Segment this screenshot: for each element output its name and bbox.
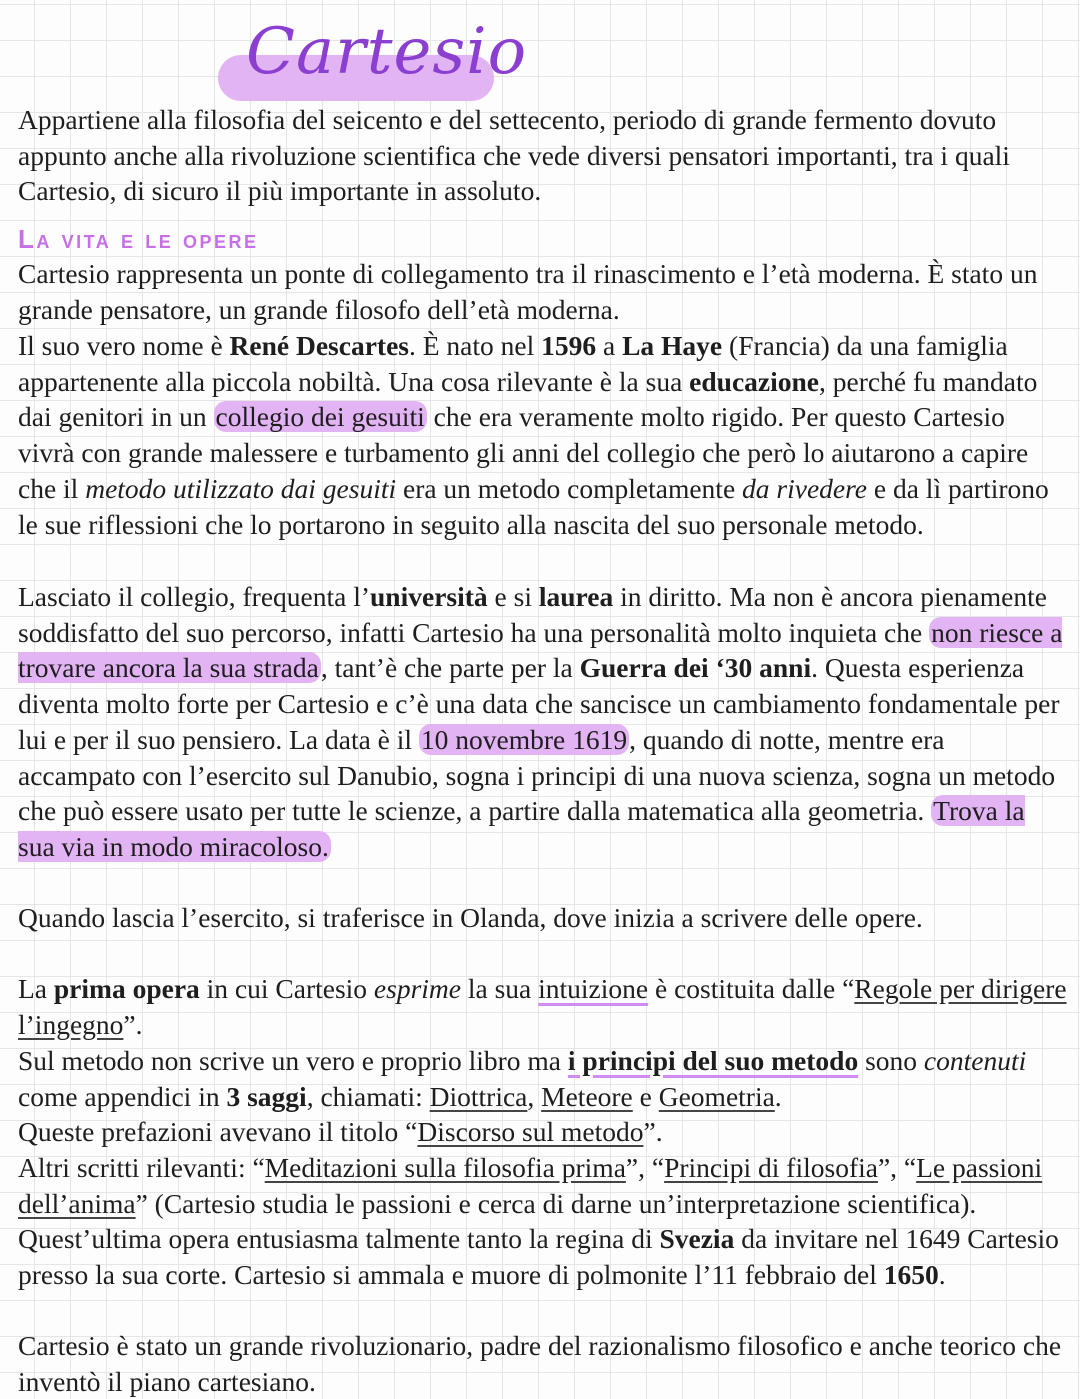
- principles-title: Principi di filosofia: [664, 1152, 878, 1183]
- contained: contenuti: [923, 1045, 1027, 1076]
- to-review: da rivedere: [742, 472, 868, 504]
- meditations-title: Meditazioni sulla filosofia prima: [264, 1152, 626, 1183]
- life-paragraph-1: Cartesio rappresenta un ponte di collegamento tra il rinascimento e l’età moderna. È stato un grande pensatore, un grande filosofo dell’età moderna.: [18, 258, 1038, 325]
- university-term: università: [370, 581, 488, 612]
- highlight-college: collegio dei gesuiti: [215, 401, 425, 433]
- rules-title: Regole per dirigere l’ingegno: [18, 973, 1067, 1040]
- highlight-miracle: Trova la sua via in modo miracoloso.: [18, 795, 1025, 862]
- first-work: prima opera: [53, 973, 200, 1004]
- jesuit-method: metodo utilizzato dai gesuiti: [85, 472, 397, 504]
- degree-term: laurea: [538, 581, 614, 612]
- life-paragraph-4: Quando lascia l’esercito, si traferisce in Olanda, dove inizia a scrivere delle opere.: [18, 902, 923, 933]
- essay-dioptrics: Diottrica: [429, 1080, 528, 1112]
- works-paragraph-4: Altri scritti rilevanti: “Meditazioni sulla filosofia prima”, “Principi di filosofia”, “Le passioni dell’anima” (Cartesio studia le passioni e cerca di darne un’interpretazione scientifica). Quest’ultima opera entusiasma talmente tanto la regina di Svezia da invitare nel 1649 Cartesio presso la sua corte. Cartesio si ammala e muore di polmonite l’11 febbraio del 1650.: [18, 1152, 1059, 1291]
- expresses: esprime: [373, 973, 461, 1004]
- birth-year: 1596: [541, 330, 597, 361]
- section-heading: La vita e le opere: [18, 224, 259, 254]
- life-paragraph-2: Il suo vero nome è René Descartes. È nato nel 1596 a La Haye (Francia) da una famiglia appartenente alla piccola nobiltà. Una cosa rilevante è la sua educazione, perché fu mandato dai genitori in un collegio dei gesuiti che era veramente molto rigido. Per questo Cartesio vivrà con grande malessere e turbamento gli anni del collegio che però lo aiutarono a capire che il metodo utilizzato dai gesuiti era un metodo completamente da rivedere e da lì partirono le sue riflessioni che lo portarono in seguito alla nascita del suo personale metodo.: [18, 330, 1049, 540]
- works-paragraph-2: Sul metodo non scrive un vero e proprio libro ma i principi del suo metodo sono contenuti come appendici in 3 saggi, chiamati: Diottrica, Meteore e Geometria.: [18, 1045, 1027, 1112]
- highlight-restless: non riesce a trovare ancora la sua strada: [18, 616, 1063, 684]
- sweden: Svezia: [659, 1223, 735, 1255]
- thirty-years-war: Guerra dei ‘30 anni: [579, 652, 812, 684]
- real-name: René Descartes: [229, 330, 409, 361]
- page-title: Cartesio: [246, 15, 528, 89]
- three-essays: 3 saggi: [226, 1080, 307, 1112]
- death-year: 1650: [883, 1259, 939, 1291]
- passions-title: Le passioni dell’anima: [18, 1152, 1043, 1219]
- education-term: educazione: [689, 365, 820, 397]
- discourse-title: Discorso sul metodo: [417, 1116, 644, 1147]
- title-block: [218, 10, 528, 102]
- birthplace: La Haye: [622, 330, 723, 361]
- conclusion-paragraph: Cartesio è stato un grande rivoluzionario, padre del razionalismo filosofico e anche teorico che inventò il piano cartesiano.: [18, 1330, 1062, 1397]
- highlight-date: 10 novembre 1619: [420, 723, 628, 755]
- method-principles: i principi del suo metodo: [567, 1045, 859, 1076]
- life-paragraph-3: Lasciato il collegio, frequenta l’università e si laurea in diritto. Ma non è ancora pienamente soddisfatto del suo percorso, infatti Cartesio ha una personalità molto inquieta che non riesce a trovare ancora la sua strada, tant’è che parte per la Guerra dei ‘30 anni. Questa esperienza diventa molto forte per Cartesio e c’è una data che sancisce un cambiamento fondamentale per lui e per il suo pensiero. La data è il 10 novembre 1619, quando di notte, mentre era accampato con l’esercito sul Danubio, sogna i principi di una nuova scienza, sogna un metodo che può essere usato per tutte le scienze, a partire dalla matematica alla geometria. Trova la sua via in modo miracoloso.: [18, 581, 1063, 862]
- works-paragraph-1: La prima opera in cui Cartesio esprime la sua intuizione è costituita dalle “Regole per dirigere l’ingegno”.: [18, 973, 1067, 1040]
- essay-geometry: Geometria: [658, 1080, 775, 1112]
- essay-meteors: Meteore: [541, 1080, 633, 1112]
- intro-paragraph: Appartiene alla filosofia del seicento e del settecento, periodo di grande fermento dovuto appunto anche alla rivoluzione scientifica che vede diversi pensatori importanti, tra i quali Cartesio, di sicuro il più importante in assoluto.: [18, 104, 1010, 207]
- intuition-underlined: intuizione: [538, 973, 649, 1004]
- works-paragraph-3: Queste prefazioni avevano il titolo “Discorso sul metodo”.: [18, 1116, 663, 1147]
